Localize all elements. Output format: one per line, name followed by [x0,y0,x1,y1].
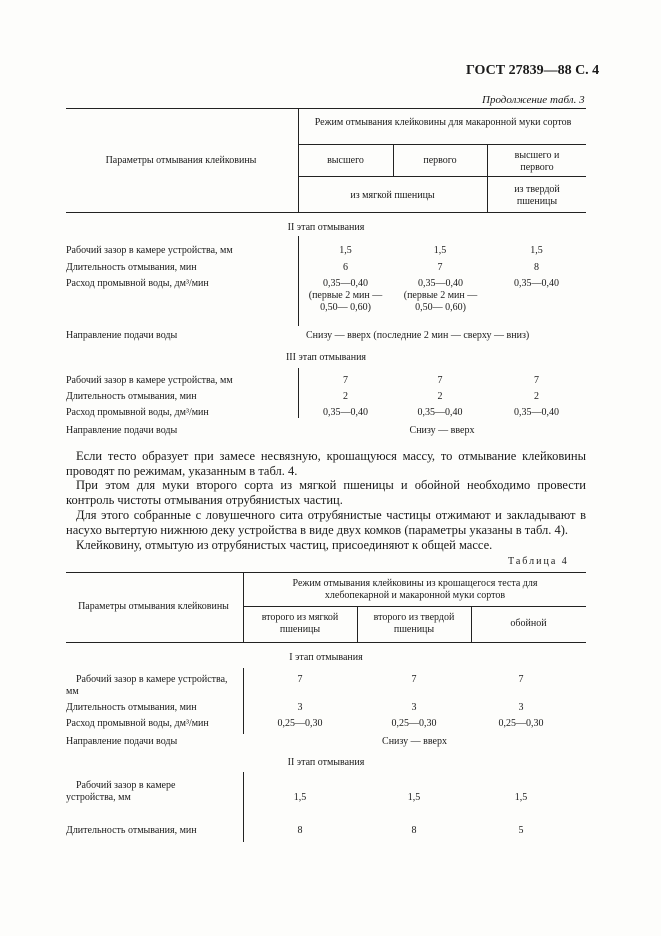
table3-s2-row-duration-v2: 7 [437,262,443,273]
table3-col-divider-b [487,144,488,212]
table3-s2-row-gap-v3: 1,5 [530,245,543,256]
table4-s2-row-gap-v3: 1,5 [514,792,528,803]
paragraph-4: Клейковину, отмытую из отрубянистых частиц, присоединяют к общей массе. [76,538,493,552]
table4-s1-row-gap-v3: 7 [518,674,524,685]
table4-s1-row-gap-label: Рабочий зазор в камере устройства, мм [66,674,228,697]
table4-col2: второго из твердой пшеницы [373,612,455,635]
table4-s2-row-gap-label: Рабочий зазор в камере устройства, мм [66,780,176,803]
paragraph-2: При этом для муки второго сорта из мягкой пшеницы и обойной необходимо провести контроль чистоты отмывания отрубянистых частиц. [66,478,586,507]
table4-s1-row-water-v3: 0,25—0,30 [498,718,544,729]
table4-header-bottom-rule [66,642,586,643]
table3-mode-rule [298,144,586,145]
table4-s1-row-duration-v3: 3 [518,702,524,713]
table3-s3-row-gap-v1: 7 [343,375,348,386]
table3-s2-row-water-v3: 0,35—0,40 [514,278,559,289]
table3-s2-row-water-v1: 0,35—0,40 (первые 2 мин — 0,50— 0,60) [308,278,383,313]
table4-s2-row-gap-v2: 1,5 [407,792,421,803]
table3-s2-row-duration-v1: 6 [343,262,348,273]
table3-col-first: первого [423,155,457,166]
table4-s2-row-duration-v3: 5 [518,825,524,836]
table3-s2-row-duration-label: Длительность отмывания, мин [66,262,197,273]
table3-s3-row-water-v3: 0,35—0,40 [514,407,559,418]
table3-stage3-title: III этап отмывания [285,352,367,363]
table4-top-rule [66,572,586,573]
table3-col-highest: высшего [327,155,364,166]
table3-s3-row-gap-v3: 7 [534,375,539,386]
table3-s2-direction-label: Направление подачи воды [66,330,178,341]
table3-s2-row-water-v2: 0,35—0,40 (первые 2 мин — 0,50— 0,60) [403,278,478,313]
table3-s2-row-gap-label: Рабочий зазор в камере устройства, мм [66,245,233,256]
table3-col-highest-first: высшего и первого [514,150,560,173]
table3-s3-row-gap-v2: 7 [437,375,443,386]
page-header: ГОСТ 27839—88 С. 4 [466,63,600,78]
table3-s2-row-gap-v1: 1,5 [339,245,352,256]
table3-sort-rule [298,176,586,177]
table3-s3-direction-label: Направление подачи воды [66,425,178,436]
table3-s3-row-water-v2: 0,35—0,40 [417,407,463,418]
table3-s3-row-duration-v3: 2 [534,391,539,402]
table3-header-bottom-rule [66,212,586,213]
table3-continuation-caption: Продолжение табл. 3 [482,94,585,106]
table4-stage2-title: II этап отмывания [287,757,365,768]
table4-s2-row-duration-v1: 8 [297,825,303,836]
table4-s1-row-gap-v2: 7 [411,674,417,685]
table4-s2-row-gap-v1: 1,5 [293,792,307,803]
table4-s1-row-water-label: Расход промывной воды, дм³/мин [66,718,209,729]
table3-s2-direction-value: Снизу — вверх (последние 2 мин — сверху — вниз) [306,330,530,341]
table4-caption: Таблица 4 [508,556,569,567]
table4-s1-direction-value: Снизу — вверх [382,736,447,747]
table3-param-header: Параметры отмывания клейковины [105,155,257,166]
table3-s2-row-water-label: Расход промывной воды, дм³/мин [66,278,209,289]
table3-s3-row-water-label: Расход промывной воды, дм³/мин [66,407,209,418]
table4-s1-row-gap-v1: 7 [297,674,303,685]
table3-soft-wheat: из мягкой пшеницы [350,190,435,201]
table4-s1-row-duration-label: Длительность отмывания, мин [66,702,197,713]
table4-s2-row-duration-v2: 8 [411,825,417,836]
table3-s3-row-duration-v1: 2 [343,391,348,402]
table3-hard-wheat: из твердой пшеницы [514,184,560,207]
table3-s3-row-duration-v2: 2 [437,391,443,402]
table4-param-divider [243,572,244,642]
table4-s1-direction-label: Направление подачи воды [66,736,178,747]
table3-s3-direction-value: Снизу — вверх [409,425,475,436]
table4-col1: второго из мягкой пшеницы [261,612,339,635]
table4-col-divider-a [357,606,358,642]
table3-stage2-title: II этап отмывания [287,222,365,233]
table3-s3-row-duration-label: Длительность отмывания, мин [66,391,197,402]
table3-s3-row-gap-label: Рабочий зазор в камере устройства, мм [66,375,233,386]
table3-top-rule [66,108,586,109]
table4-stage1-title: I этап отмывания [289,652,363,663]
paragraph-1: Если тесто образует при замесе несвязную, крошащуюся массу, то отмывание клейковины проводят по режимам, указанным в табл. 4. [66,449,586,478]
table4-s1-row-duration-v2: 3 [411,702,417,713]
table4-s1-row-duration-v1: 3 [297,702,303,713]
table4-mode-header: Режим отмывания клейковины из крошащегося теста для хлебопекарной и макаронной муки сортов [292,578,538,601]
table3-s3-row-water-v1: 0,35—0,40 [323,407,368,418]
table3-s2-row-duration-v3: 8 [534,262,539,273]
paragraph-3: Для этого собранные с ловушечного сита отрубянистые частицы отжимают и закладывают в насухо вытертую нижнюю деку устройства в виде двух комков (параметры указаны в табл. 4). [66,508,586,537]
table4-s2-row-duration-label: Длительность отмывания, мин [66,825,197,836]
table4-s1-row-water-v2: 0,25—0,30 [391,718,437,729]
table4-param-header: Параметры отмывания клейковины [78,601,229,612]
table4-mode-rule [243,606,586,607]
table4-col3: обойной [510,618,547,629]
table3-mode-header: Режим отмывания клейковины для макаронной муки сортов [314,117,572,128]
table4-s1-row-water-v1: 0,25—0,30 [277,718,323,729]
table3-s2-row-gap-v2: 1,5 [433,245,447,256]
